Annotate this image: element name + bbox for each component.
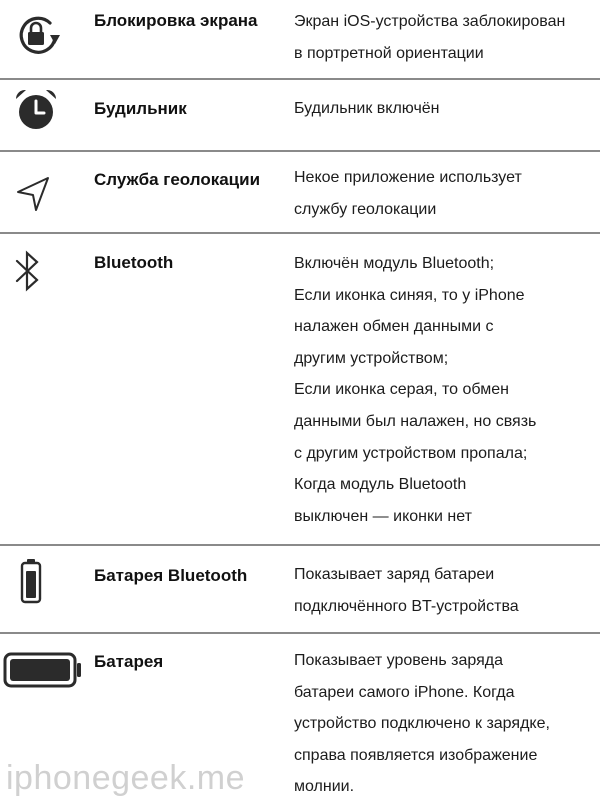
bluetooth-icon bbox=[14, 250, 42, 292]
status-description bbox=[294, 248, 594, 532]
status-row-alarm bbox=[0, 80, 600, 150]
desc-line: Если иконка серая, то обмен bbox=[294, 381, 509, 399]
desc-line: Экран iOS-устройства заблокирован bbox=[294, 13, 566, 30]
desc-line: батареи самого iPhone. Когда bbox=[294, 683, 515, 701]
desc-line: Показывает заряд батареи bbox=[294, 566, 495, 583]
status-name: Блокировка экрана bbox=[94, 11, 258, 30]
status-row-bluetooth-battery bbox=[0, 546, 600, 632]
alarm-clock-icon bbox=[12, 86, 60, 134]
lock-rotation-icon bbox=[12, 14, 64, 58]
desc-line: службу геолокации bbox=[294, 200, 437, 218]
bluetooth-battery-icon bbox=[20, 558, 42, 604]
desc-line: молнии. bbox=[294, 778, 355, 796]
desc-line: устройство подключено к зарядке, bbox=[294, 715, 550, 733]
status-description bbox=[294, 162, 594, 225]
desc-line: Когда модуль Bluetooth bbox=[294, 476, 467, 494]
status-description bbox=[294, 645, 594, 803]
status-row-location bbox=[0, 152, 600, 232]
status-name: Батарея Bluetooth bbox=[94, 566, 248, 585]
status-name: Батарея bbox=[94, 652, 164, 671]
desc-line: в портретной ориентации bbox=[294, 44, 484, 62]
status-row-bluetooth bbox=[0, 234, 600, 544]
status-name: Будильник bbox=[94, 99, 187, 118]
desc-line: справа появляется изображение bbox=[294, 746, 538, 764]
desc-line: Включён модуль Bluetooth; bbox=[294, 255, 495, 272]
desc-line: другим устройством; bbox=[294, 349, 449, 367]
desc-line: налажен обмен данными с bbox=[294, 318, 494, 336]
desc-line: Будильник включён bbox=[294, 100, 440, 117]
desc-line: Некое приложение использует bbox=[294, 169, 522, 186]
status-row-screen-lock bbox=[0, 0, 600, 78]
desc-line: подключённого BT-устройства bbox=[294, 597, 519, 615]
status-description bbox=[294, 559, 594, 622]
battery-icon bbox=[3, 652, 83, 688]
desc-line: Показывает уровень заряда bbox=[294, 652, 503, 669]
desc-line: выключен — иконки нет bbox=[294, 507, 472, 525]
desc-line: с другим устройством пропала; bbox=[294, 444, 528, 462]
watermark: iphonegeek.me bbox=[6, 759, 246, 797]
desc-line: данными был налажен, но связь bbox=[294, 412, 537, 430]
desc-line: Если иконка синяя, то у iPhone bbox=[294, 286, 525, 304]
location-arrow-icon bbox=[14, 174, 54, 214]
status-description bbox=[294, 93, 594, 125]
status-name: Служба геолокации bbox=[94, 170, 261, 189]
status-name: Bluetooth bbox=[94, 253, 174, 272]
status-description bbox=[294, 6, 594, 69]
